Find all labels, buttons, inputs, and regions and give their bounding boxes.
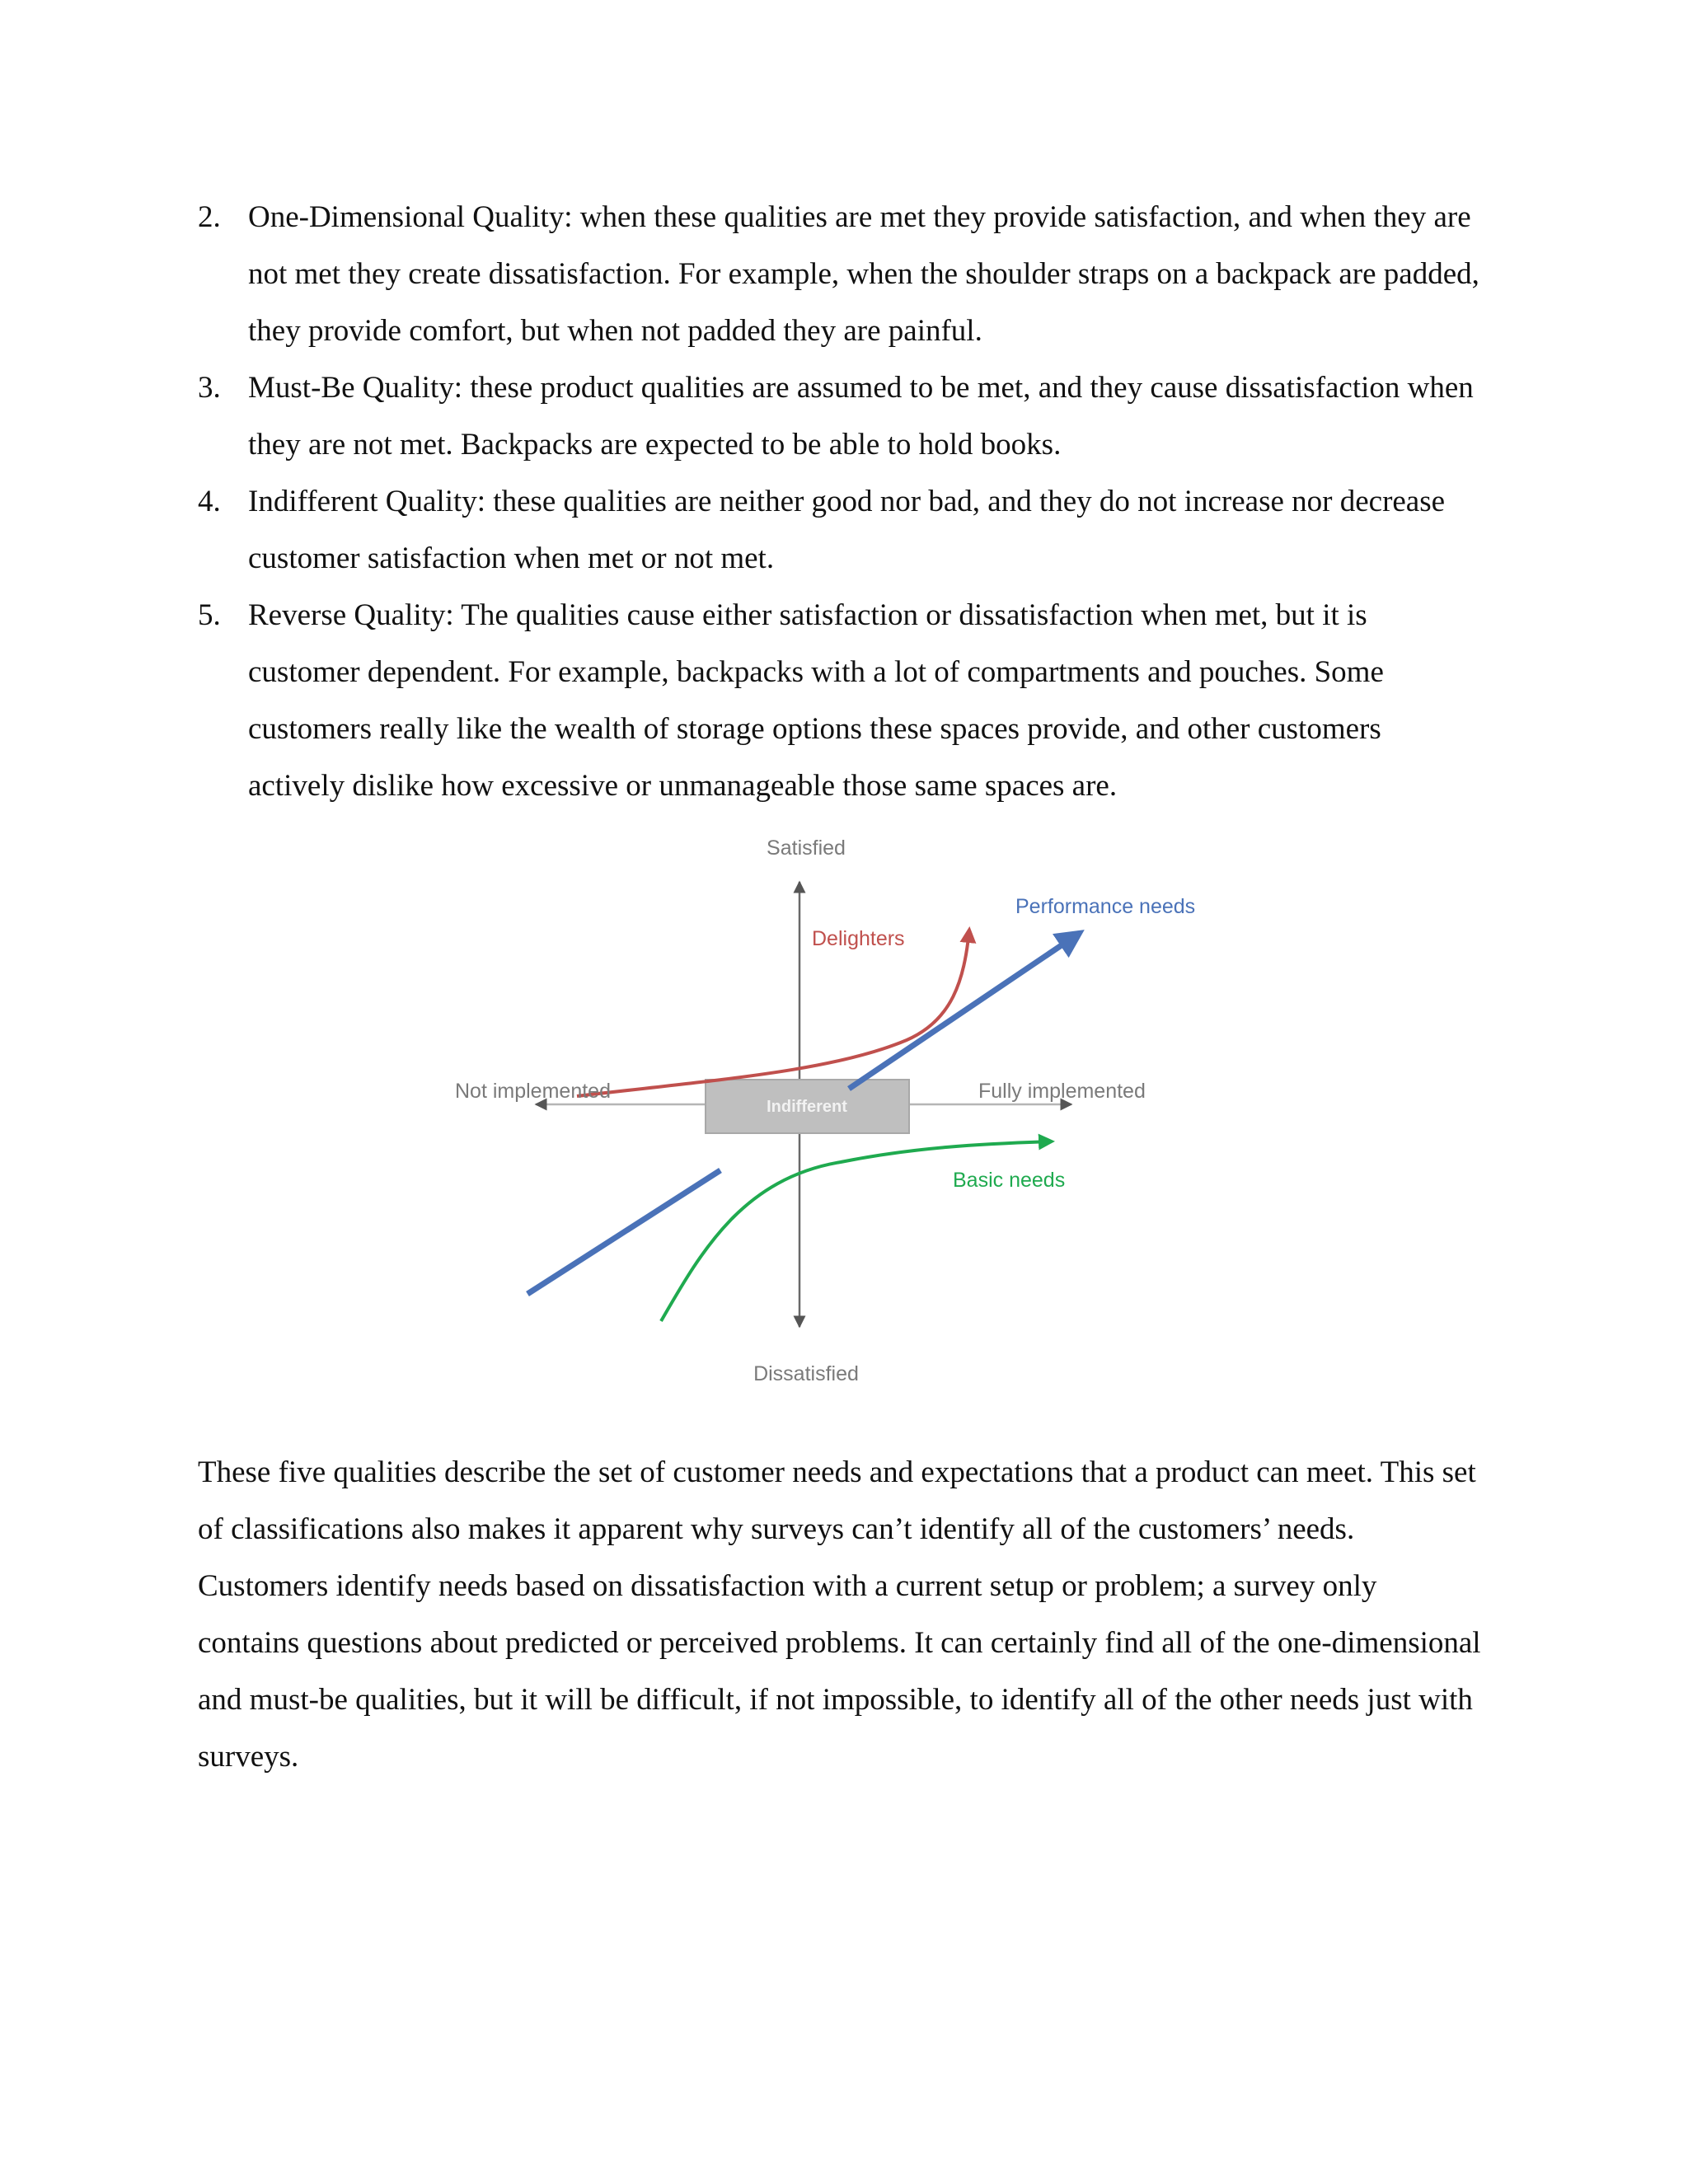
basic-needs-label: Basic needs (953, 1169, 1066, 1192)
list-item (198, 189, 1484, 359)
list-item-text: Must-Be Quality: these product qualities are assumed to be met, and they cause dissatisfaction when they are not met. Backpacks are expected to be able to hold books. (248, 371, 1474, 462)
list-item-number: 5. (198, 598, 221, 632)
satisfied-label: Satisfied (767, 837, 846, 860)
list-item-text: One-Dimensional Quality: when these qualities are met they provide satisfaction, and when they are not met they create dissatisfaction. For example, when the shoulder straps on a backpack are padded, they provide comfort, but when not padded they are painful. (248, 200, 1479, 348)
dissatisfied-label: Dissatisfied (753, 1362, 859, 1385)
kano-diagram (445, 824, 1220, 1393)
list-item-text: Indifferent Quality: these qualities are neither good nor bad, and they do not increase nor decrease customer satisfaction when met or not met. (248, 485, 1446, 575)
kano-model-figure (445, 824, 1220, 1393)
delighters-curve (577, 930, 969, 1096)
quality-list (198, 189, 1484, 814)
body-paragraph: These five qualities describe the set of customer needs and expectations that a product can meet. This set of classifications also makes it apparent why surveys can’t identify all of the customers’ needs. Customers identify needs based on dissatisfaction with a current setup or problem; a survey only contains questions about predicted or perceived problems. It can certainly find all of the one-dimensional and must-be qualities, but it will be difficult, if not impossible, to identify all of the other needs just with surveys. (198, 1455, 1481, 1774)
performance-needs-line (528, 1170, 720, 1294)
fully-implemented-label: Fully implemented (978, 1080, 1146, 1103)
list-item-text: Reverse Quality: The qualities cause either satisfaction or dissatisfaction when met, but it is customer dependent. For example, backpacks with a lot of compartments and pouches. Some customers really like the wealth of storage options these spaces provide, and other customers actively dislike how excessive or unmanageable those same spaces are. (248, 598, 1384, 803)
list-item-number: 4. (198, 485, 221, 518)
not-implemented-label: Not implemented (455, 1080, 611, 1103)
list-item-number: 3. (198, 371, 221, 405)
list-item (198, 473, 1484, 587)
list-item (198, 359, 1484, 473)
list-item-number: 2. (198, 200, 221, 234)
performance-needs-label: Performance needs (1015, 895, 1196, 918)
delighters-label: Delighters (812, 927, 905, 950)
indifferent-label: Indifferent (767, 1098, 847, 1116)
list-item (198, 587, 1484, 814)
